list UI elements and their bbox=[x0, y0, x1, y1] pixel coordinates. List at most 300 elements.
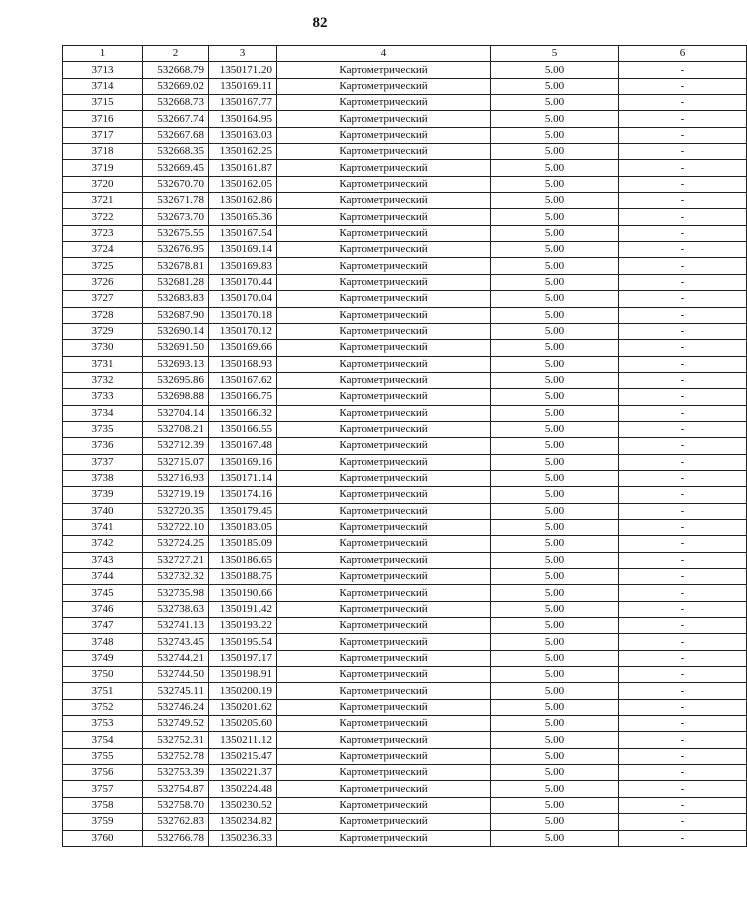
cell-y-coordinate: 1350191.42 bbox=[209, 601, 277, 617]
cell-method: Картометрический bbox=[277, 797, 491, 813]
cell-accuracy: 5.00 bbox=[491, 160, 619, 176]
table-row bbox=[63, 699, 747, 715]
cell-point-number: 3721 bbox=[63, 193, 143, 209]
cell-accuracy: 5.00 bbox=[491, 258, 619, 274]
cell-method: Картометрический bbox=[277, 781, 491, 797]
cell-point-number: 3733 bbox=[63, 389, 143, 405]
table-row bbox=[63, 797, 747, 813]
cell-point-number: 3718 bbox=[63, 144, 143, 160]
cell-note: - bbox=[619, 748, 747, 764]
cell-note: - bbox=[619, 62, 747, 78]
cell-method: Картометрический bbox=[277, 340, 491, 356]
cell-y-coordinate: 1350211.12 bbox=[209, 732, 277, 748]
cell-method: Картометрический bbox=[277, 536, 491, 552]
cell-y-coordinate: 1350190.66 bbox=[209, 585, 277, 601]
cell-accuracy: 5.00 bbox=[491, 765, 619, 781]
cell-point-number: 3731 bbox=[63, 356, 143, 372]
cell-accuracy: 5.00 bbox=[491, 340, 619, 356]
cell-point-number: 3739 bbox=[63, 487, 143, 503]
cell-accuracy: 5.00 bbox=[491, 830, 619, 846]
cell-y-coordinate: 1350221.37 bbox=[209, 765, 277, 781]
table-row bbox=[63, 127, 747, 143]
cell-note: - bbox=[619, 814, 747, 830]
cell-x-coordinate: 532712.39 bbox=[143, 438, 209, 454]
cell-y-coordinate: 1350162.05 bbox=[209, 176, 277, 192]
column-header-6: 6 bbox=[619, 46, 747, 62]
cell-point-number: 3725 bbox=[63, 258, 143, 274]
cell-x-coordinate: 532741.13 bbox=[143, 618, 209, 634]
cell-x-coordinate: 532746.24 bbox=[143, 699, 209, 715]
cell-point-number: 3740 bbox=[63, 503, 143, 519]
cell-y-coordinate: 1350186.65 bbox=[209, 552, 277, 568]
coordinates-table bbox=[62, 45, 747, 847]
table-body bbox=[63, 62, 747, 847]
cell-note: - bbox=[619, 765, 747, 781]
table-row bbox=[63, 291, 747, 307]
cell-x-coordinate: 532735.98 bbox=[143, 585, 209, 601]
cell-y-coordinate: 1350164.95 bbox=[209, 111, 277, 127]
cell-y-coordinate: 1350197.17 bbox=[209, 650, 277, 666]
cell-accuracy: 5.00 bbox=[491, 356, 619, 372]
cell-y-coordinate: 1350171.20 bbox=[209, 62, 277, 78]
cell-y-coordinate: 1350174.16 bbox=[209, 487, 277, 503]
cell-point-number: 3753 bbox=[63, 716, 143, 732]
cell-accuracy: 5.00 bbox=[491, 62, 619, 78]
cell-x-coordinate: 532766.78 bbox=[143, 830, 209, 846]
cell-method: Картометрический bbox=[277, 405, 491, 421]
cell-method: Картометрический bbox=[277, 585, 491, 601]
cell-x-coordinate: 532724.25 bbox=[143, 536, 209, 552]
cell-point-number: 3714 bbox=[63, 78, 143, 94]
cell-method: Картометрический bbox=[277, 650, 491, 666]
cell-x-coordinate: 532722.10 bbox=[143, 519, 209, 535]
cell-point-number: 3728 bbox=[63, 307, 143, 323]
cell-y-coordinate: 1350166.75 bbox=[209, 389, 277, 405]
table-row bbox=[63, 438, 747, 454]
cell-y-coordinate: 1350185.09 bbox=[209, 536, 277, 552]
cell-x-coordinate: 532695.86 bbox=[143, 372, 209, 388]
cell-accuracy: 5.00 bbox=[491, 569, 619, 585]
cell-y-coordinate: 1350198.91 bbox=[209, 667, 277, 683]
cell-note: - bbox=[619, 421, 747, 437]
cell-point-number: 3720 bbox=[63, 176, 143, 192]
cell-point-number: 3732 bbox=[63, 372, 143, 388]
column-header-5: 5 bbox=[491, 46, 619, 62]
cell-y-coordinate: 1350169.16 bbox=[209, 454, 277, 470]
cell-point-number: 3717 bbox=[63, 127, 143, 143]
cell-x-coordinate: 532691.50 bbox=[143, 340, 209, 356]
cell-note: - bbox=[619, 389, 747, 405]
page-number: 82 bbox=[312, 15, 328, 31]
cell-accuracy: 5.00 bbox=[491, 503, 619, 519]
cell-x-coordinate: 532744.21 bbox=[143, 650, 209, 666]
cell-x-coordinate: 532687.90 bbox=[143, 307, 209, 323]
cell-y-coordinate: 1350215.47 bbox=[209, 748, 277, 764]
cell-y-coordinate: 1350201.62 bbox=[209, 699, 277, 715]
cell-method: Картометрический bbox=[277, 160, 491, 176]
cell-y-coordinate: 1350161.87 bbox=[209, 160, 277, 176]
cell-method: Картометрический bbox=[277, 552, 491, 568]
table-row bbox=[63, 340, 747, 356]
cell-note: - bbox=[619, 585, 747, 601]
table-header-row bbox=[63, 46, 747, 62]
cell-accuracy: 5.00 bbox=[491, 323, 619, 339]
cell-accuracy: 5.00 bbox=[491, 650, 619, 666]
cell-method: Картометрический bbox=[277, 667, 491, 683]
cell-point-number: 3730 bbox=[63, 340, 143, 356]
cell-accuracy: 5.00 bbox=[491, 732, 619, 748]
cell-point-number: 3716 bbox=[63, 111, 143, 127]
cell-point-number: 3743 bbox=[63, 552, 143, 568]
cell-method: Картометрический bbox=[277, 323, 491, 339]
cell-y-coordinate: 1350195.54 bbox=[209, 634, 277, 650]
cell-point-number: 3736 bbox=[63, 438, 143, 454]
cell-note: - bbox=[619, 144, 747, 160]
cell-note: - bbox=[619, 111, 747, 127]
table-row bbox=[63, 160, 747, 176]
column-header-3: 3 bbox=[209, 46, 277, 62]
cell-note: - bbox=[619, 193, 747, 209]
cell-x-coordinate: 532754.87 bbox=[143, 781, 209, 797]
cell-note: - bbox=[619, 95, 747, 111]
cell-x-coordinate: 532715.07 bbox=[143, 454, 209, 470]
cell-note: - bbox=[619, 454, 747, 470]
cell-x-coordinate: 532670.70 bbox=[143, 176, 209, 192]
cell-y-coordinate: 1350179.45 bbox=[209, 503, 277, 519]
cell-y-coordinate: 1350167.77 bbox=[209, 95, 277, 111]
cell-method: Картометрический bbox=[277, 225, 491, 241]
cell-y-coordinate: 1350163.03 bbox=[209, 127, 277, 143]
cell-y-coordinate: 1350230.52 bbox=[209, 797, 277, 813]
table-row bbox=[63, 503, 747, 519]
cell-note: - bbox=[619, 552, 747, 568]
cell-point-number: 3741 bbox=[63, 519, 143, 535]
table-row bbox=[63, 716, 747, 732]
cell-y-coordinate: 1350200.19 bbox=[209, 683, 277, 699]
cell-method: Картометрический bbox=[277, 519, 491, 535]
cell-method: Картометрический bbox=[277, 470, 491, 486]
table-row bbox=[63, 487, 747, 503]
cell-point-number: 3750 bbox=[63, 667, 143, 683]
cell-method: Картометрический bbox=[277, 291, 491, 307]
cell-method: Картометрический bbox=[277, 372, 491, 388]
cell-accuracy: 5.00 bbox=[491, 438, 619, 454]
cell-method: Картометрический bbox=[277, 242, 491, 258]
table-row bbox=[63, 732, 747, 748]
cell-accuracy: 5.00 bbox=[491, 519, 619, 535]
cell-note: - bbox=[619, 274, 747, 290]
cell-point-number: 3744 bbox=[63, 569, 143, 585]
cell-x-coordinate: 532681.28 bbox=[143, 274, 209, 290]
cell-method: Картометрический bbox=[277, 732, 491, 748]
cell-note: - bbox=[619, 225, 747, 241]
cell-x-coordinate: 532671.78 bbox=[143, 193, 209, 209]
cell-point-number: 3735 bbox=[63, 421, 143, 437]
cell-point-number: 3755 bbox=[63, 748, 143, 764]
table-row bbox=[63, 536, 747, 552]
table-row bbox=[63, 569, 747, 585]
table-row bbox=[63, 634, 747, 650]
cell-method: Картометрический bbox=[277, 62, 491, 78]
cell-point-number: 3747 bbox=[63, 618, 143, 634]
cell-note: - bbox=[619, 340, 747, 356]
table-row bbox=[63, 111, 747, 127]
cell-method: Картометрический bbox=[277, 144, 491, 160]
cell-method: Картометрический bbox=[277, 438, 491, 454]
cell-note: - bbox=[619, 683, 747, 699]
cell-note: - bbox=[619, 634, 747, 650]
cell-accuracy: 5.00 bbox=[491, 78, 619, 94]
cell-x-coordinate: 532667.68 bbox=[143, 127, 209, 143]
cell-accuracy: 5.00 bbox=[491, 291, 619, 307]
cell-note: - bbox=[619, 176, 747, 192]
cell-note: - bbox=[619, 242, 747, 258]
cell-point-number: 3754 bbox=[63, 732, 143, 748]
cell-x-coordinate: 532668.79 bbox=[143, 62, 209, 78]
cell-accuracy: 5.00 bbox=[491, 634, 619, 650]
cell-accuracy: 5.00 bbox=[491, 552, 619, 568]
cell-accuracy: 5.00 bbox=[491, 95, 619, 111]
cell-y-coordinate: 1350170.44 bbox=[209, 274, 277, 290]
table-row bbox=[63, 274, 747, 290]
cell-accuracy: 5.00 bbox=[491, 307, 619, 323]
cell-method: Картометрический bbox=[277, 569, 491, 585]
cell-note: - bbox=[619, 830, 747, 846]
cell-x-coordinate: 532678.81 bbox=[143, 258, 209, 274]
cell-point-number: 3722 bbox=[63, 209, 143, 225]
cell-accuracy: 5.00 bbox=[491, 683, 619, 699]
table-row bbox=[63, 814, 747, 830]
cell-point-number: 3746 bbox=[63, 601, 143, 617]
table-row bbox=[63, 258, 747, 274]
cell-y-coordinate: 1350167.62 bbox=[209, 372, 277, 388]
cell-point-number: 3745 bbox=[63, 585, 143, 601]
cell-accuracy: 5.00 bbox=[491, 176, 619, 192]
table-row bbox=[63, 454, 747, 470]
cell-method: Картометрический bbox=[277, 765, 491, 781]
cell-point-number: 3742 bbox=[63, 536, 143, 552]
column-header-4: 4 bbox=[277, 46, 491, 62]
cell-y-coordinate: 1350169.11 bbox=[209, 78, 277, 94]
cell-y-coordinate: 1350193.22 bbox=[209, 618, 277, 634]
cell-x-coordinate: 532708.21 bbox=[143, 421, 209, 437]
cell-accuracy: 5.00 bbox=[491, 781, 619, 797]
table-row bbox=[63, 209, 747, 225]
cell-accuracy: 5.00 bbox=[491, 225, 619, 241]
cell-note: - bbox=[619, 732, 747, 748]
table-row bbox=[63, 781, 747, 797]
table-row bbox=[63, 470, 747, 486]
cell-method: Картометрический bbox=[277, 356, 491, 372]
column-header-1: 1 bbox=[63, 46, 143, 62]
cell-note: - bbox=[619, 503, 747, 519]
cell-point-number: 3713 bbox=[63, 62, 143, 78]
cell-y-coordinate: 1350162.25 bbox=[209, 144, 277, 160]
table-row bbox=[63, 830, 747, 846]
cell-note: - bbox=[619, 781, 747, 797]
cell-point-number: 3715 bbox=[63, 95, 143, 111]
table-row bbox=[63, 389, 747, 405]
cell-note: - bbox=[619, 716, 747, 732]
cell-y-coordinate: 1350205.60 bbox=[209, 716, 277, 732]
table-row bbox=[63, 748, 747, 764]
cell-method: Картометрический bbox=[277, 274, 491, 290]
cell-accuracy: 5.00 bbox=[491, 242, 619, 258]
cell-x-coordinate: 532719.19 bbox=[143, 487, 209, 503]
cell-method: Картометрический bbox=[277, 748, 491, 764]
cell-method: Картометрический bbox=[277, 699, 491, 715]
cell-note: - bbox=[619, 291, 747, 307]
table-row bbox=[63, 356, 747, 372]
cell-method: Картометрический bbox=[277, 176, 491, 192]
cell-method: Картометрический bbox=[277, 601, 491, 617]
cell-method: Картометрический bbox=[277, 503, 491, 519]
cell-point-number: 3757 bbox=[63, 781, 143, 797]
table-row bbox=[63, 421, 747, 437]
cell-y-coordinate: 1350169.14 bbox=[209, 242, 277, 258]
cell-y-coordinate: 1350170.04 bbox=[209, 291, 277, 307]
cell-note: - bbox=[619, 618, 747, 634]
cell-y-coordinate: 1350162.86 bbox=[209, 193, 277, 209]
cell-accuracy: 5.00 bbox=[491, 389, 619, 405]
cell-note: - bbox=[619, 307, 747, 323]
cell-point-number: 3758 bbox=[63, 797, 143, 813]
cell-x-coordinate: 532668.73 bbox=[143, 95, 209, 111]
cell-point-number: 3752 bbox=[63, 699, 143, 715]
cell-accuracy: 5.00 bbox=[491, 699, 619, 715]
cell-x-coordinate: 532698.88 bbox=[143, 389, 209, 405]
cell-note: - bbox=[619, 160, 747, 176]
cell-note: - bbox=[619, 258, 747, 274]
cell-y-coordinate: 1350170.12 bbox=[209, 323, 277, 339]
cell-y-coordinate: 1350170.18 bbox=[209, 307, 277, 323]
cell-method: Картометрический bbox=[277, 634, 491, 650]
cell-x-coordinate: 532752.78 bbox=[143, 748, 209, 764]
cell-accuracy: 5.00 bbox=[491, 127, 619, 143]
cell-x-coordinate: 532669.45 bbox=[143, 160, 209, 176]
cell-point-number: 3723 bbox=[63, 225, 143, 241]
table-row bbox=[63, 176, 747, 192]
cell-accuracy: 5.00 bbox=[491, 274, 619, 290]
table-row bbox=[63, 405, 747, 421]
cell-y-coordinate: 1350165.36 bbox=[209, 209, 277, 225]
table-row bbox=[63, 585, 747, 601]
cell-note: - bbox=[619, 667, 747, 683]
table-row bbox=[63, 62, 747, 78]
cell-accuracy: 5.00 bbox=[491, 667, 619, 683]
cell-accuracy: 5.00 bbox=[491, 111, 619, 127]
cell-method: Картометрический bbox=[277, 193, 491, 209]
cell-x-coordinate: 532745.11 bbox=[143, 683, 209, 699]
cell-x-coordinate: 532743.45 bbox=[143, 634, 209, 650]
cell-x-coordinate: 532762.83 bbox=[143, 814, 209, 830]
cell-point-number: 3751 bbox=[63, 683, 143, 699]
column-header-2: 2 bbox=[143, 46, 209, 62]
cell-x-coordinate: 532667.74 bbox=[143, 111, 209, 127]
table-row bbox=[63, 765, 747, 781]
table-row bbox=[63, 667, 747, 683]
cell-note: - bbox=[619, 323, 747, 339]
cell-point-number: 3756 bbox=[63, 765, 143, 781]
cell-accuracy: 5.00 bbox=[491, 209, 619, 225]
cell-x-coordinate: 532727.21 bbox=[143, 552, 209, 568]
cell-x-coordinate: 532752.31 bbox=[143, 732, 209, 748]
cell-point-number: 3748 bbox=[63, 634, 143, 650]
cell-x-coordinate: 532732.32 bbox=[143, 569, 209, 585]
cell-y-coordinate: 1350234.82 bbox=[209, 814, 277, 830]
table-row bbox=[63, 372, 747, 388]
cell-method: Картометрический bbox=[277, 95, 491, 111]
table-row bbox=[63, 95, 747, 111]
cell-point-number: 3734 bbox=[63, 405, 143, 421]
table-row bbox=[63, 552, 747, 568]
cell-x-coordinate: 532749.52 bbox=[143, 716, 209, 732]
cell-x-coordinate: 532704.14 bbox=[143, 405, 209, 421]
cell-y-coordinate: 1350224.48 bbox=[209, 781, 277, 797]
cell-y-coordinate: 1350168.93 bbox=[209, 356, 277, 372]
cell-note: - bbox=[619, 78, 747, 94]
cell-y-coordinate: 1350188.75 bbox=[209, 569, 277, 585]
cell-method: Картометрический bbox=[277, 127, 491, 143]
cell-method: Картометрический bbox=[277, 487, 491, 503]
cell-point-number: 3749 bbox=[63, 650, 143, 666]
table-row bbox=[63, 144, 747, 160]
cell-x-coordinate: 532690.14 bbox=[143, 323, 209, 339]
cell-point-number: 3759 bbox=[63, 814, 143, 830]
cell-note: - bbox=[619, 356, 747, 372]
cell-accuracy: 5.00 bbox=[491, 618, 619, 634]
table-row bbox=[63, 242, 747, 258]
cell-y-coordinate: 1350183.05 bbox=[209, 519, 277, 535]
cell-accuracy: 5.00 bbox=[491, 585, 619, 601]
table-row bbox=[63, 683, 747, 699]
cell-point-number: 3726 bbox=[63, 274, 143, 290]
cell-accuracy: 5.00 bbox=[491, 405, 619, 421]
cell-accuracy: 5.00 bbox=[491, 748, 619, 764]
cell-point-number: 3727 bbox=[63, 291, 143, 307]
table-row bbox=[63, 193, 747, 209]
cell-accuracy: 5.00 bbox=[491, 536, 619, 552]
cell-y-coordinate: 1350169.66 bbox=[209, 340, 277, 356]
cell-accuracy: 5.00 bbox=[491, 372, 619, 388]
cell-accuracy: 5.00 bbox=[491, 144, 619, 160]
cell-accuracy: 5.00 bbox=[491, 797, 619, 813]
table-row bbox=[63, 650, 747, 666]
cell-point-number: 3738 bbox=[63, 470, 143, 486]
cell-x-coordinate: 532738.63 bbox=[143, 601, 209, 617]
table-row bbox=[63, 323, 747, 339]
cell-x-coordinate: 532753.39 bbox=[143, 765, 209, 781]
cell-method: Картометрический bbox=[277, 421, 491, 437]
cell-y-coordinate: 1350167.48 bbox=[209, 438, 277, 454]
cell-x-coordinate: 532693.13 bbox=[143, 356, 209, 372]
cell-accuracy: 5.00 bbox=[491, 454, 619, 470]
cell-method: Картометрический bbox=[277, 258, 491, 274]
cell-x-coordinate: 532668.35 bbox=[143, 144, 209, 160]
cell-y-coordinate: 1350236.33 bbox=[209, 830, 277, 846]
cell-method: Картометрический bbox=[277, 307, 491, 323]
cell-accuracy: 5.00 bbox=[491, 421, 619, 437]
table-row bbox=[63, 618, 747, 634]
cell-note: - bbox=[619, 438, 747, 454]
cell-x-coordinate: 532758.70 bbox=[143, 797, 209, 813]
cell-y-coordinate: 1350167.54 bbox=[209, 225, 277, 241]
cell-point-number: 3760 bbox=[63, 830, 143, 846]
cell-accuracy: 5.00 bbox=[491, 193, 619, 209]
cell-method: Картометрический bbox=[277, 78, 491, 94]
cell-method: Картометрический bbox=[277, 389, 491, 405]
cell-note: - bbox=[619, 209, 747, 225]
